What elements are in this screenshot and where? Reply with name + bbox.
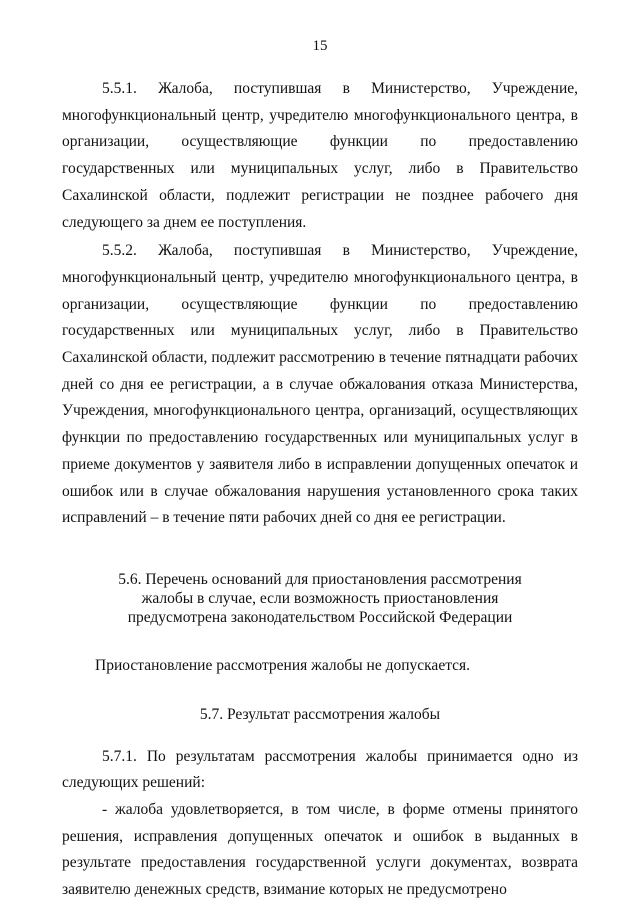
clause-5-7-1: 5.7.1. По результатам рассмотрения жалобы принимается одно из следующих решений:: [62, 747, 578, 792]
clause-5-5-1: 5.5.1. Жалоба, поступившая в Министерство, Учреждение, многофункциональный центр, учредителю многофункционального центра, в организации, осуществляющие функции по предоставлению государственных или муниципальных услуг, либо в Правительство Сахалинской области, подлежит регистрации не позднее рабочего дня следующего за днем ее поступления.: [62, 80, 578, 231]
section-heading-5-6-line-2: жалобы в случае, если возможность приостановления: [141, 589, 499, 607]
section-heading-5-7: 5.7. Результат рассмотрения жалобы: [199, 705, 441, 723]
section-heading-5-6: [115, 570, 525, 627]
section-5-6-text: Приостановление рассмотрения жалобы не допускается.: [95, 656, 471, 674]
section-heading-5-6-line-3: предусмотрена законодательством Российской Федерации: [127, 608, 513, 626]
section-heading-5-6-line-1: 5.6. Перечень оснований для приостановления рассмотрения: [118, 570, 522, 588]
page-number: 15: [312, 38, 328, 54]
clause-5-5-2: 5.5.2. Жалоба, поступившая в Министерство, Учреждение, многофункциональный центр, учредителю многофункционального центра, в организации, осуществляющие функции по предоставлению государственных или муниципальных услуг, либо в Правительство Сахалинской области, подлежит рассмотрению в течение пятнадцати рабочих дней со дня ее регистрации, а в случае обжалования отказа Министерства, Учреждения, многофункционального центра, организаций, осуществляющих функции по предоставлению государственных или муниципальных услуг в приеме документов у заявителя либо в исправлении допущенных опечаток и ошибок или в случае обжалования нарушения установленного срока таких исправлений – в течение пяти рабочих дней со дня ее регистрации.: [62, 242, 578, 527]
decision-item-1: - жалоба удовлетворяется, в том числе, в форме отмены принятого решения, исправления допущенных опечаток и ошибок в выданных в результате предоставления государственной услуги документах, возврата заявителю денежных средств, взимание которых не предусмотрено: [62, 801, 578, 899]
